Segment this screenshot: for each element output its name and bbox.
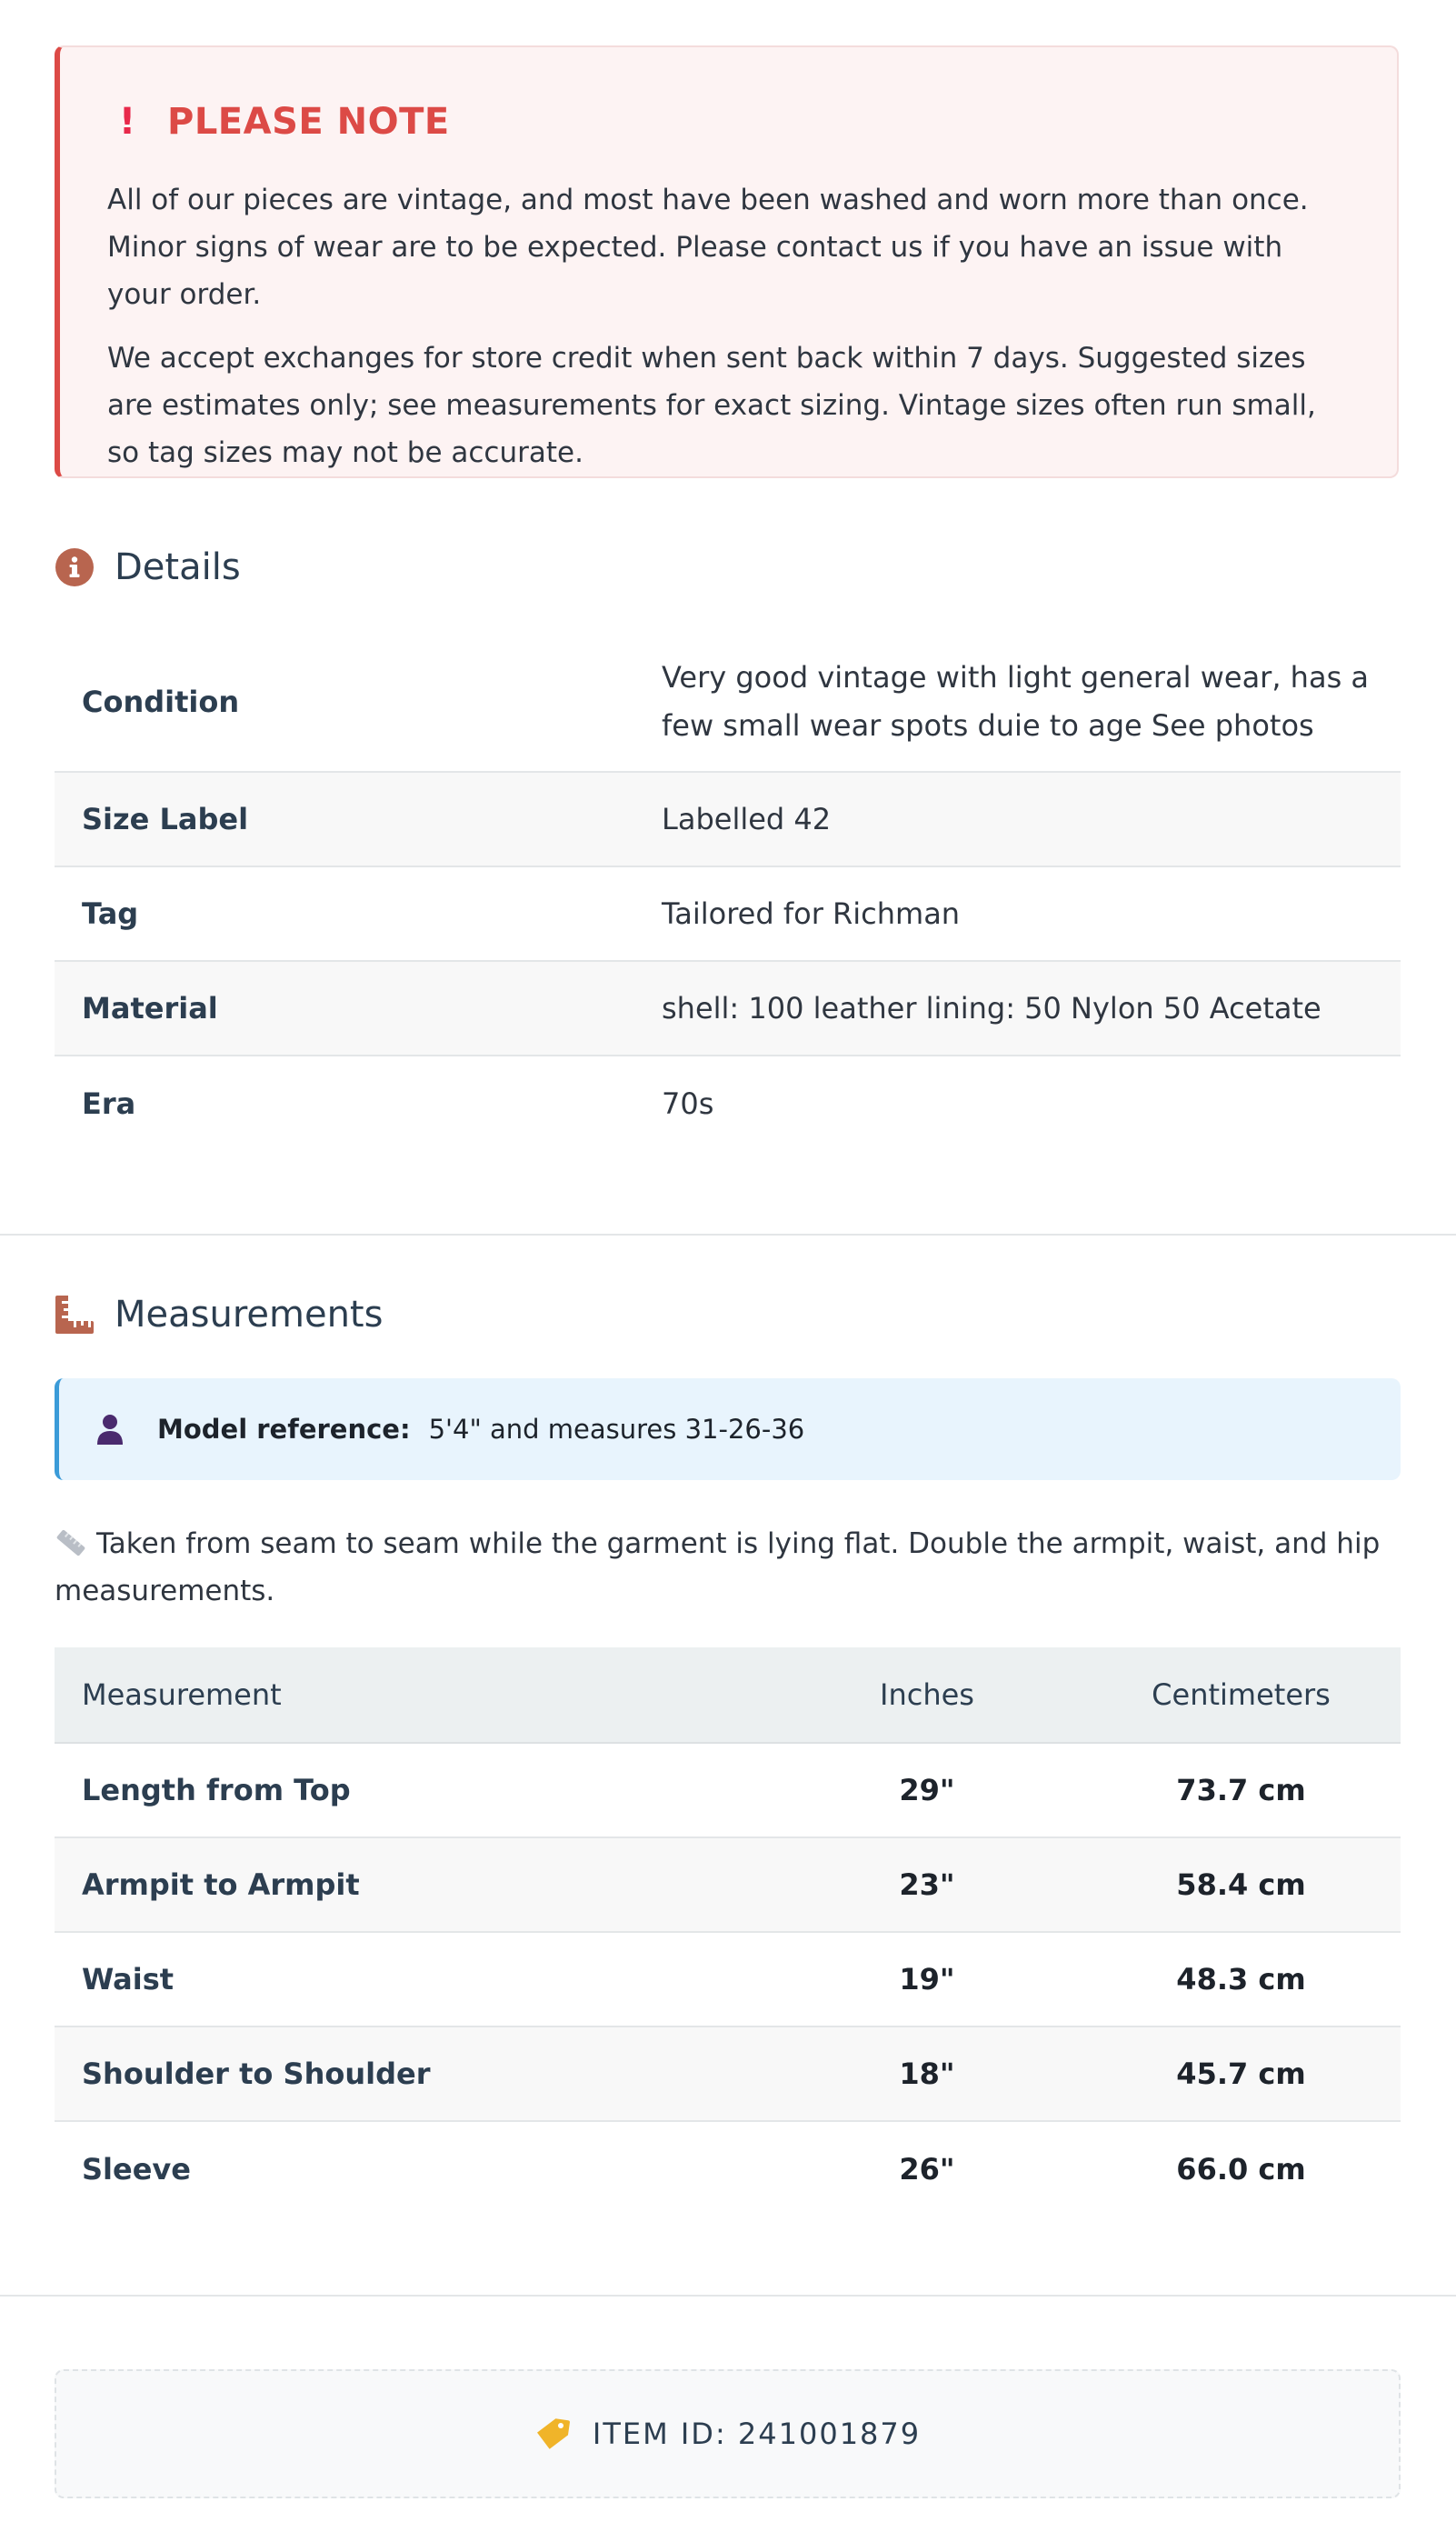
measurement-name: Waist — [82, 1962, 175, 1997]
table-row — [55, 1838, 1401, 1933]
model-reference-value: 5'4" and measures 31-26-36 — [428, 1414, 805, 1445]
section-divider — [0, 2295, 1456, 2297]
info-circle-icon — [55, 547, 95, 587]
column-header-centimeters: Centimeters — [1152, 1677, 1331, 1712]
details-row — [55, 1056, 1401, 1151]
measurement-name: Length from Top — [82, 1773, 351, 1807]
details-row — [55, 773, 1401, 867]
model-reference-box — [55, 1378, 1401, 1480]
instruction-text: Taken from seam to seam while the garment is lying flat. Double the armpit, waist, and hip measurements. — [55, 1527, 1381, 1607]
measurement-inches: 26" — [899, 2152, 955, 2187]
details-label: Tag — [82, 896, 139, 931]
column-header-inches: Inches — [880, 1677, 974, 1712]
details-value: shell: 100 leather lining: 50 Nylon 50 Acetate — [662, 990, 1321, 1026]
details-value: Very good vintage with light general wear, has a few small wear spots duie to age See photos — [662, 660, 1370, 743]
measurement-inches: 23" — [899, 1867, 955, 1902]
notice-title: PLEASE NOTE — [167, 101, 450, 143]
model-reference-label: Model reference: — [157, 1414, 411, 1445]
table-row — [55, 2122, 1401, 2217]
item-id-box — [55, 2369, 1401, 2498]
details-label: Era — [82, 1086, 136, 1121]
notice-paragraph-2: We accept exchanges for store credit when sent back within 7 days. Suggested sizes are estimates only; see measurements for exact sizing. Vintage sizes often run small, so tag sizes may not be accurate. — [107, 342, 1316, 469]
measurements-heading — [55, 1287, 383, 1342]
measurements-title: Measurements — [115, 1294, 384, 1336]
exclamation-icon: ! — [118, 101, 136, 143]
column-header-measurement: Measurement — [82, 1677, 282, 1712]
measurement-name: Shoulder to Shoulder — [82, 2057, 431, 2091]
details-label: Material — [82, 991, 218, 1026]
details-title: Details — [115, 546, 241, 588]
details-value: 70s — [662, 1086, 714, 1121]
section-divider — [0, 1234, 1456, 1236]
table-header — [55, 1647, 1401, 1744]
measurement-inches: 18" — [899, 2057, 955, 2091]
measurement-cm: 66.0 cm — [1176, 2152, 1306, 2187]
table-row — [55, 2027, 1401, 2122]
ruler-icon — [55, 1524, 87, 1551]
details-row — [55, 867, 1401, 962]
details-value: Tailored for Richman — [662, 896, 961, 931]
measurement-cm: 45.7 cm — [1176, 2057, 1306, 2091]
measurement-cm: 58.4 cm — [1176, 1867, 1306, 1902]
measurement-inches: 19" — [899, 1962, 955, 1997]
please-note-box — [55, 45, 1399, 478]
user-icon — [94, 1413, 126, 1446]
table-row — [55, 1744, 1401, 1838]
notice-header — [107, 100, 1350, 144]
tag-icon — [534, 2416, 571, 2452]
details-row — [55, 962, 1401, 1056]
ruler-combined-icon — [55, 1295, 95, 1335]
details-label: Size Label — [82, 802, 249, 836]
details-heading — [55, 540, 241, 595]
measurement-name: Armpit to Armpit — [82, 1867, 360, 1902]
details-label: Condition — [82, 685, 240, 719]
item-id-text: ITEM ID: 241001879 — [592, 2417, 922, 2451]
measurement-instructions — [55, 1520, 1381, 1615]
details-value: Labelled 42 — [662, 801, 832, 836]
details-row — [55, 633, 1401, 773]
notice-paragraph-1: All of our pieces are vintage, and most have been washed and worn more than once. Minor signs of wear are to be expected. Please contact us if you have an issue with your order. — [107, 184, 1309, 311]
table-row — [55, 1933, 1401, 2027]
measurement-inches: 29" — [899, 1773, 955, 1807]
measurement-cm: 73.7 cm — [1176, 1773, 1306, 1807]
details-table — [55, 633, 1401, 1151]
measurement-cm: 48.3 cm — [1176, 1962, 1306, 1997]
measurement-name: Sleeve — [82, 2152, 191, 2187]
measurements-table — [55, 1647, 1401, 2217]
